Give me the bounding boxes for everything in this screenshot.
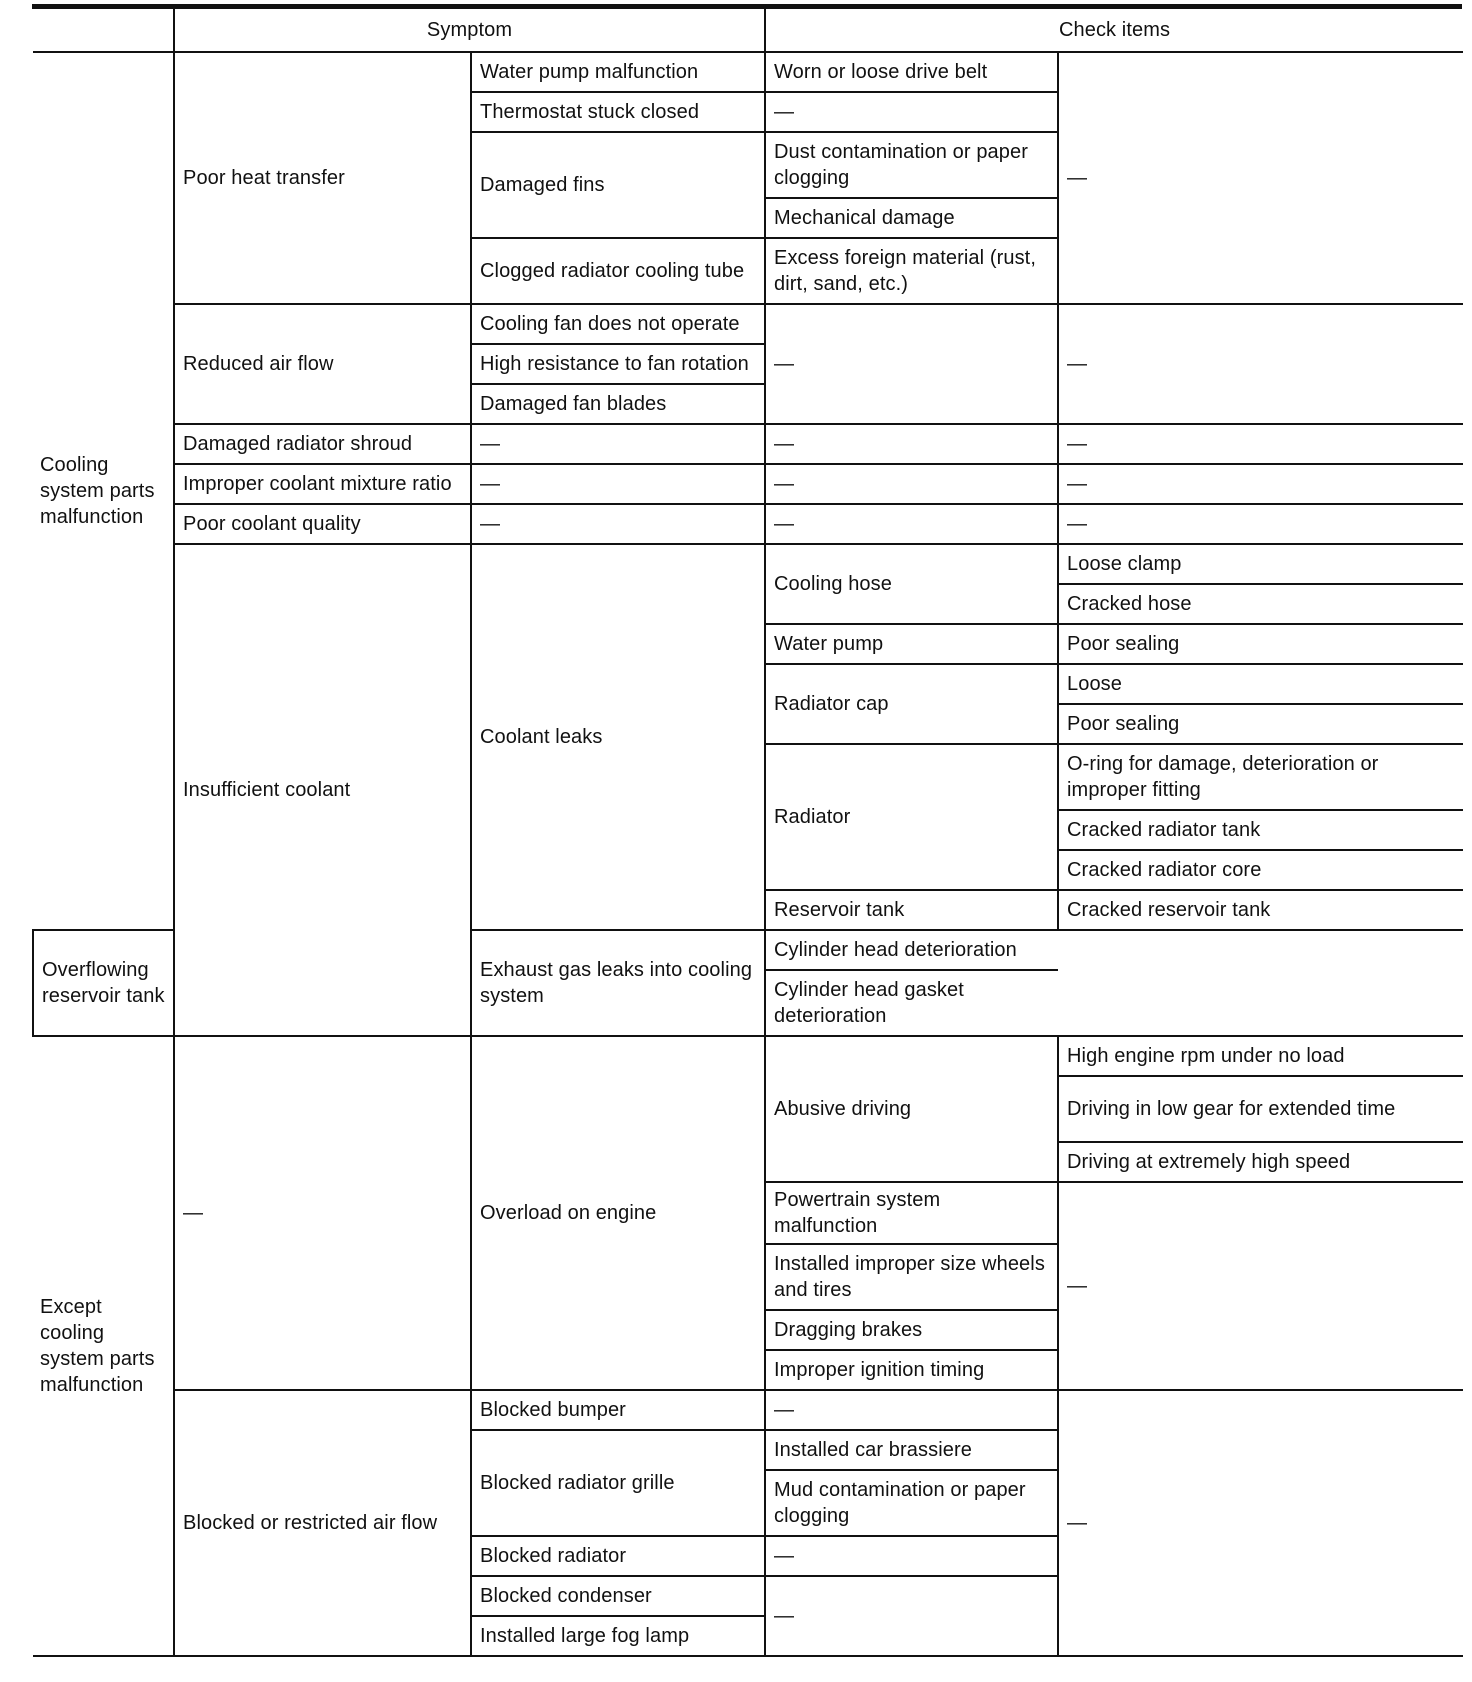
dash-cell: —: [174, 1036, 471, 1390]
table-row: [33, 464, 1463, 504]
detail-oring-damage: O-ring for damage, deterioration or improper fitting: [1058, 744, 1463, 810]
dash-cell: —: [1058, 1182, 1463, 1390]
symptom-poor-heat-transfer: Poor heat transfer: [174, 52, 471, 304]
symptom-reduced-air-flow: Reduced air flow: [174, 304, 471, 424]
dash-cell: —: [1058, 504, 1463, 544]
detail-high-speed: Driving at extremely high speed: [1058, 1142, 1463, 1182]
detail-loose: Loose: [1058, 664, 1463, 704]
dash-cell: —: [765, 92, 1058, 132]
dash-cell: —: [1058, 424, 1463, 464]
troubleshooting-page: [32, 4, 1462, 1657]
check-dragging-brakes: Dragging brakes: [765, 1310, 1058, 1350]
dash-cell: —: [1058, 1390, 1463, 1656]
detail-cracked-radiator-tank: Cracked radiator tank: [1058, 810, 1463, 850]
detail-cylinder-head-deterioration: Cylinder head deterioration: [765, 930, 1058, 970]
group-except-cooling: Except cooling system parts malfunction: [33, 1036, 174, 1656]
check-car-brassiere: Installed car brassiere: [765, 1430, 1058, 1470]
table-row: [33, 304, 1463, 344]
cause-clogged-cooling-tube: Clogged radiator cooling tube: [471, 238, 765, 304]
header-row: [33, 9, 1463, 52]
check-worn-drive-belt: Worn or loose drive belt: [765, 52, 1058, 92]
detail-loose-clamp: Loose clamp: [1058, 544, 1463, 584]
dash-cell: —: [471, 464, 765, 504]
dash-cell: —: [471, 424, 765, 464]
dash-cell: —: [765, 1390, 1058, 1430]
dash-cell: —: [765, 464, 1058, 504]
detail-poor-sealing: Poor sealing: [1058, 704, 1463, 744]
symptom-poor-coolant-quality: Poor coolant quality: [174, 504, 471, 544]
dash-cell: —: [1058, 304, 1463, 424]
check-exhaust-gas-leaks: Exhaust gas leaks into cooling system: [471, 930, 765, 1036]
dash-cell: —: [765, 504, 1058, 544]
dash-cell: —: [765, 1576, 1058, 1656]
detail-poor-sealing: Poor sealing: [1058, 624, 1463, 664]
cause-damaged-fins: Damaged fins: [471, 132, 765, 238]
dash-cell: —: [471, 504, 765, 544]
check-cooling-hose: Cooling hose: [765, 544, 1058, 624]
dash-cell: —: [1058, 52, 1463, 304]
table-row: [33, 424, 1463, 464]
check-reservoir-tank: Reservoir tank: [765, 890, 1058, 930]
cause-blocked-bumper: Blocked bumper: [471, 1390, 765, 1430]
cause-fan-not-operate: Cooling fan does not operate: [471, 304, 765, 344]
group-cooling-system: Cooling system parts malfunction: [33, 52, 174, 930]
detail-low-gear: Driving in low gear for extended time: [1058, 1076, 1463, 1142]
table-row: [33, 1390, 1463, 1430]
symptom-blocked-air-flow: Blocked or restricted air flow: [174, 1390, 471, 1656]
dash-cell: —: [765, 424, 1058, 464]
symptom-insufficient-coolant: Insufficient coolant: [174, 544, 471, 1036]
cause-blocked-grille: Blocked radiator grille: [471, 1430, 765, 1536]
symptom-improper-mixture: Improper coolant mixture ratio: [174, 464, 471, 504]
header-check-items: Check items: [765, 9, 1463, 52]
header-corner: [33, 9, 174, 52]
table-row: [33, 1036, 1463, 1076]
overheating-cause-table: [32, 9, 1463, 1657]
dash-cell: —: [1058, 464, 1463, 504]
check-abusive-driving: Abusive driving: [765, 1036, 1058, 1182]
dash-cell: —: [765, 1536, 1058, 1576]
cause-large-fog-lamp: Installed large fog lamp: [471, 1616, 765, 1656]
check-improper-wheels: Installed improper size wheels and tires: [765, 1244, 1058, 1310]
cause-high-resistance-fan: High resistance to fan rotation: [471, 344, 765, 384]
check-mud-paper-clogging: Mud contamination or paper clogging: [765, 1470, 1058, 1536]
detail-cracked-reservoir-tank: Cracked reservoir tank: [1058, 890, 1463, 930]
detail-cracked-radiator-core: Cracked radiator core: [1058, 850, 1463, 890]
cause-coolant-leaks: Coolant leaks: [471, 544, 765, 930]
cause-blocked-radiator: Blocked radiator: [471, 1536, 765, 1576]
cause-overload-engine: Overload on engine: [471, 1036, 765, 1390]
cause-blocked-condenser: Blocked condenser: [471, 1576, 765, 1616]
check-powertrain-malfunction: Powertrain system malfunction: [765, 1182, 1058, 1244]
check-radiator: Radiator: [765, 744, 1058, 890]
check-ignition-timing: Improper ignition timing: [765, 1350, 1058, 1390]
check-radiator-cap: Radiator cap: [765, 664, 1058, 744]
cause-damaged-fan-blades: Damaged fan blades: [471, 384, 765, 424]
detail-head-gasket-deterioration: Cylinder head gasket deterioration: [765, 970, 1058, 1036]
check-mechanical-damage: Mechanical damage: [765, 198, 1058, 238]
header-symptom: Symptom: [174, 9, 765, 52]
cause-overflowing-reservoir: Overflowing reservoir tank: [33, 930, 174, 1036]
check-water-pump: Water pump: [765, 624, 1058, 664]
table-row: [33, 52, 1463, 92]
check-dust-paper-clogging: Dust contamination or paper clogging: [765, 132, 1058, 198]
table-row: [33, 504, 1463, 544]
table-row: [33, 544, 1463, 584]
detail-high-rpm: High engine rpm under no load: [1058, 1036, 1463, 1076]
check-excess-foreign-material: Excess foreign material (rust, dirt, sand, etc.): [765, 238, 1058, 304]
dash-cell: —: [765, 304, 1058, 424]
cause-water-pump-malfunction: Water pump malfunction: [471, 52, 765, 92]
cause-thermostat-stuck: Thermostat stuck closed: [471, 92, 765, 132]
symptom-damaged-shroud: Damaged radiator shroud: [174, 424, 471, 464]
detail-cracked-hose: Cracked hose: [1058, 584, 1463, 624]
